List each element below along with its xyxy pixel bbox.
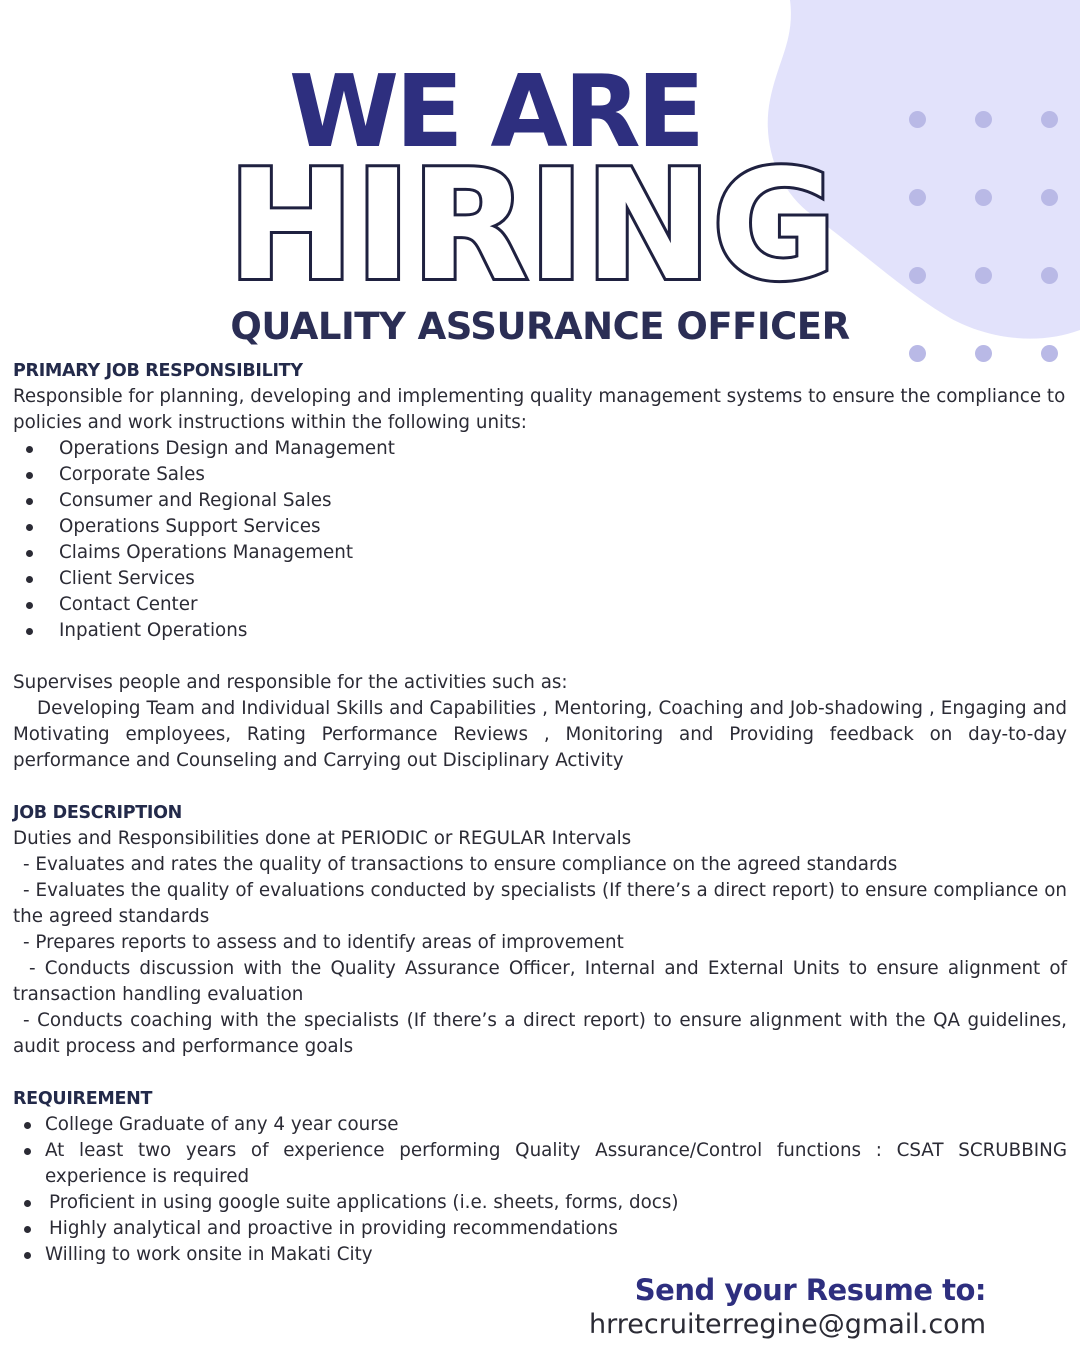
list-item: Consumer and Regional Sales bbox=[13, 488, 1067, 514]
list-item: Client Services bbox=[13, 566, 1067, 592]
list-item: Inpatient Operations bbox=[13, 618, 1067, 644]
list-item: Highly analytical and proactive in providing recommendations bbox=[13, 1216, 1067, 1242]
contact-email[interactable]: hrrecruiterregine@gmail.com bbox=[589, 1309, 986, 1340]
description-heading: JOB DESCRIPTION bbox=[13, 803, 183, 823]
dot bbox=[1041, 267, 1058, 284]
supervises-text: Supervises people and responsible for the activities such as: bbox=[13, 672, 568, 693]
list-item: Operations Design and Management bbox=[13, 436, 1067, 462]
list-item: Proficient in using google suite applications (i.e. sheets, forms, docs) bbox=[13, 1190, 1067, 1216]
dot bbox=[1041, 111, 1058, 128]
headline-hiring: HIRING bbox=[227, 137, 837, 314]
headline-we-are: WE ARE bbox=[288, 53, 702, 170]
list-item: At least two years of experience performing Quality Assurance/Control functions : CSAT SCRUBBING experience is required bbox=[13, 1138, 1067, 1190]
description-intro: Duties and Responsibilities done at PERIODIC or REGULAR Intervals bbox=[13, 828, 632, 849]
duty-item: - Prepares reports to assess and to identify areas of improvement bbox=[23, 932, 624, 953]
primary-heading: PRIMARY JOB RESPONSIBILITY bbox=[13, 361, 303, 381]
list-item: College Graduate of any 4 year course bbox=[13, 1112, 1067, 1138]
contact-block bbox=[589, 1272, 986, 1342]
activities-text: Developing Team and Individual Skills and Capabilities , Mentoring, Coaching and Job-shadowing , Engaging and Motivating employees, Rating Performance Reviews , Monitoring and Providing feedback on day-to-day performance and Counseling and Carrying out Disciplinary Activity bbox=[13, 698, 1067, 771]
primary-intro: Responsible for planning, developing and implementing quality management systems to ensure the compliance to policies and work instructions within the following units: bbox=[13, 386, 1066, 433]
duty-item: - Evaluates the quality of evaluations conducted by specialists (If there’s a direct report) to ensure compliance on the agreed standards bbox=[13, 880, 1067, 927]
list-item: Corporate Sales bbox=[13, 462, 1067, 488]
dot bbox=[1041, 189, 1058, 206]
list-item: Contact Center bbox=[13, 592, 1067, 618]
job-title: QUALITY ASSURANCE OFFICER bbox=[230, 305, 850, 348]
list-item: Claims Operations Management bbox=[13, 540, 1067, 566]
list-item: Willing to work onsite in Makati City bbox=[13, 1242, 1067, 1268]
duty-item: - Evaluates and rates the quality of transactions to ensure compliance on the agreed standards bbox=[23, 854, 898, 875]
requirements-list bbox=[13, 1112, 1067, 1268]
job-post-body bbox=[13, 358, 1067, 1268]
duty-item: - Conducts discussion with the Quality Assurance Officer, Internal and External Units to ensure alignment of transaction handling evaluation bbox=[13, 958, 1067, 1005]
units-list bbox=[13, 436, 1067, 644]
contact-heading: Send your Resume to: bbox=[634, 1273, 986, 1307]
list-item: Operations Support Services bbox=[13, 514, 1067, 540]
requirements-heading: REQUIREMENT bbox=[13, 1089, 153, 1109]
duty-item: - Conducts coaching with the specialists (If there’s a direct report) to ensure alignment with the QA guidelines, audit process and performance goals bbox=[13, 1010, 1067, 1057]
